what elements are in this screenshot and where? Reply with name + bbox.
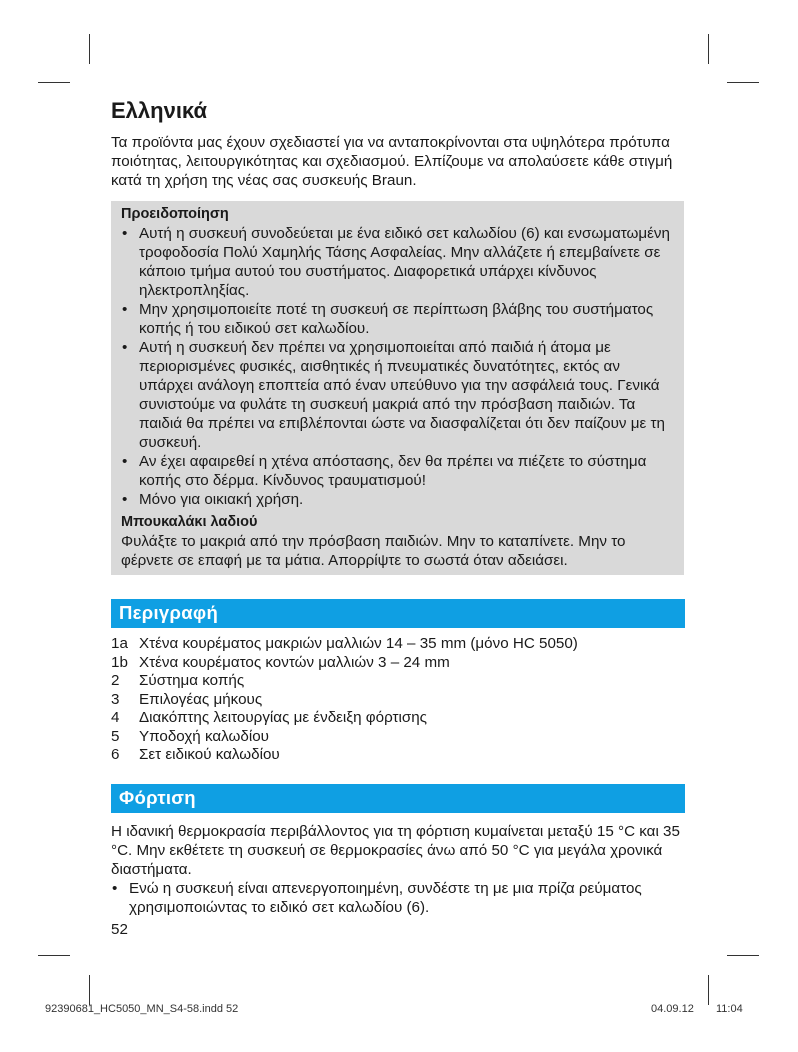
oil-text: Φυλάξτε το μακριά από την πρόσβαση παιδιών. Μην το καταπίνετε. Μην το φέρνετε σε επαφή με τα μάτια. Απορρίψτε το σωστά όταν αδειάσει. [121, 533, 626, 569]
description-item [111, 654, 691, 673]
item-text: Χτένα κουρέματος μακριών μαλλιών 14 – 35 mm (μόνο HC 5050) [139, 635, 578, 652]
footer-filename: 92390681_HC5050_MN_S4-58.indd 52 [45, 1003, 239, 1015]
item-text: Διακόπτης λειτουργίας με ένδειξη φόρτισης [139, 709, 428, 726]
warning-item-text: Αυτή η συσκευή συνοδεύεται με ένα ειδικό σετ καλωδίου (6) και ενσωματωμένη τροφοδοσία Πολύ Χαμηλής Τάσης Ασφαλείας. Μην αλλάζετε ή επεμβαίνετε σε κάποιο τμήμα αυτού του συστήματος. Διαφορετικά υπάρχει κίνδυνος ηλεκτροπληξίας. [139, 225, 670, 299]
crop-mark-bottom-right-vertical [708, 975, 709, 1005]
item-text: Υποδοχή καλωδίου [139, 727, 269, 745]
crop-mark-bottom-right-horizontal [727, 955, 759, 956]
bullet-icon: • [122, 301, 128, 318]
warning-box [111, 201, 684, 575]
page-title: Ελληνικά [111, 98, 207, 123]
warning-item [121, 338, 677, 452]
footer-time: 11:04 [716, 1003, 743, 1015]
bullet-icon: • [122, 491, 128, 508]
charging-list [111, 879, 686, 917]
crop-mark-bottom-left-horizontal [38, 955, 70, 956]
bullet-icon: • [122, 339, 128, 356]
item-number: 5 [111, 727, 120, 745]
warning-list [121, 224, 677, 509]
charging-heading: Φόρτιση [119, 787, 196, 808]
warning-item-text: Αν έχει αφαιρεθεί η χτένα απόστασης, δεν θα πρέπει να πιέζετε το σύστημα κοπής στο δέρμα. Κίνδυνος τραυματισμού! [139, 453, 647, 489]
description-item [111, 672, 691, 691]
crop-mark-top-right-vertical [708, 34, 709, 64]
section-bar-charging [111, 784, 685, 813]
charging-text: Η ιδανική θερμοκρασία περιβάλλοντος για τη φόρτιση κυμαίνεται μεταξύ 15 °C και 35 °C. Μην εκθέτετε τη συσκευή σε θερμοκρασίες άνω από 50 °C για μεγάλα χρονικά διαστήματα. [111, 823, 680, 878]
item-text: Σετ ειδικού καλωδίου [139, 746, 280, 763]
description-list [111, 635, 691, 765]
item-number: 6 [111, 746, 120, 763]
description-item [111, 709, 691, 728]
description-item [111, 746, 691, 765]
bullet-icon: • [122, 225, 128, 242]
warning-item [121, 224, 677, 300]
description-item [111, 691, 691, 710]
item-text: Χτένα κουρέματος κοντών μαλλιών 3 – 24 mm [139, 653, 450, 671]
item-number: 1b [111, 653, 128, 671]
crop-mark-top-right-horizontal [727, 82, 759, 83]
warning-item-text: Μόνο για οικιακή χρήση. [139, 491, 304, 508]
warning-item [121, 452, 677, 490]
description-item [111, 728, 691, 747]
item-text: Σύστημα κοπής [139, 672, 245, 689]
item-number: 4 [111, 709, 120, 726]
bullet-icon: • [112, 880, 118, 897]
crop-mark-top-left-vertical [89, 34, 90, 64]
description-item [111, 635, 691, 654]
description-heading: Περιγραφή [119, 602, 219, 623]
item-text: Επιλογέας μήκους [139, 690, 263, 708]
charging-item [111, 879, 686, 917]
charging-section [111, 822, 686, 917]
warning-item-text: Αυτή η συσκευή δεν πρέπει να χρησιμοποιείται από παιδιά ή άτομα με περιορισμένες φυσικές, αισθητικές ή πνευματικές δυνατότητες, εκτός αν υπάρχει ανάλογη εποπτεία από έναν υπεύθυνο για την ασφάλειά τους. Γενικά συνιστούμε να φυλάτε τη συσκευή μακριά από την πρόσβαση παιδιών. Τα παιδιά θα πρέπει να επιβλέπονται ώστε να διασφαλίζεται ότι δεν παίζουν με τη συσκευή. [139, 339, 665, 451]
warning-item [121, 490, 677, 509]
section-bar-description [111, 599, 685, 628]
item-number: 2 [111, 672, 120, 689]
crop-mark-top-left-horizontal [38, 82, 70, 83]
footer-date: 04.09.12 [651, 1003, 694, 1015]
warning-item [121, 300, 677, 338]
oil-heading: Μπουκαλάκι λαδιού [121, 514, 258, 530]
charging-item-text: Ενώ η συσκευή είναι απενεργοποιημένη, συνδέστε τη με μια πρίζα ρεύματος χρησιμοποιώντας το ειδικό σετ καλωδίου (6). [129, 880, 642, 916]
warning-item-text: Μην χρησιμοποιείτε ποτέ τη συσκευή σε περίπτωση βλάβης του συστήματος κοπής ή του ειδικού σετ καλωδίου. [139, 301, 654, 337]
item-number: 1a [111, 635, 128, 652]
page-number: 52 [111, 921, 128, 938]
bullet-icon: • [122, 453, 128, 470]
intro-paragraph: Τα προϊόντα μας έχουν σχεδιαστεί για να ανταποκρίνονται στα υψηλότερα πρότυπα ποιότητας, λειτουργικότητας και σχεδιασμού. Ελπίζουμε να απολαύσετε κάθε στιγμή κατά τη χρήση της νέας σας συσκευής Braun. [111, 134, 673, 189]
item-number: 3 [111, 690, 120, 708]
warning-heading: Προειδοποίηση [121, 206, 229, 222]
crop-mark-bottom-left-vertical [89, 975, 90, 1005]
